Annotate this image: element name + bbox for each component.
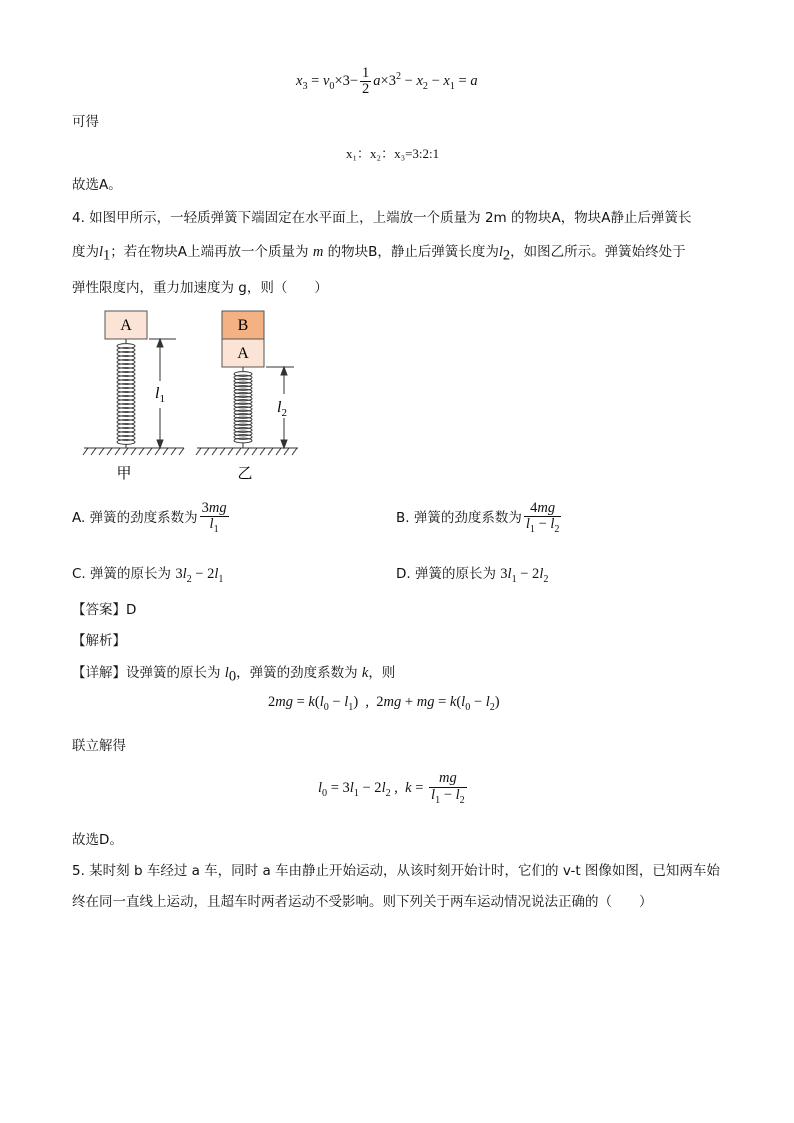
block-b-right-label: B	[237, 317, 249, 334]
ground-right	[196, 448, 298, 455]
detail-tag: 【详解】	[72, 665, 126, 681]
q4-line2: 度为$l_1$；若在物块A上端再放一个质量为 m 的物块B，静止后弹簧长度为$l_2$，如图乙所示。弹簧始终处于	[72, 244, 686, 264]
label-yi: 乙	[237, 464, 253, 482]
detail-line: 【详解】设弹簧的原长为 $l_0$，弹簧的劲度系数为 k，则	[72, 665, 396, 685]
q5-line2: 终在同一直线上运动，且超车时两者运动不受影响。则下列关于两车运动情况说法正确的（ ）	[72, 894, 653, 910]
option-d-text: D. 弹簧的原长为	[396, 566, 496, 582]
q4-line1: 4. 如图甲所示，一轻质弹簧下端固定在水平面上，上端放一个质量为 2m 的物块A，物块A静止后弹簧长	[72, 210, 692, 226]
answer-line	[72, 598, 136, 618]
formula-solution: $l_0 = 3l_1 - 2l_2$ , k = $\frac{mg}{l_1 - l_2}$	[318, 770, 465, 806]
label-l2: $l_2$	[277, 399, 287, 419]
q4-line3: 弹性限度内，重力加速度为 g，则（ ）	[72, 280, 328, 296]
option-b-text: B. 弹簧的劲度系数为	[396, 510, 522, 526]
ground-left	[83, 448, 184, 455]
q4-line2-d: ，如图乙所示。弹簧始终处于	[510, 244, 686, 260]
text-select-d: 故选D。	[72, 832, 123, 848]
q5-line1: 5. 某时刻 b 车经过 a 车，同时 a 车由静止开始运动，从该时刻开始计时，它们的 v-t 图像如图，已知两车始	[72, 863, 720, 879]
label-jia: 甲	[116, 464, 132, 482]
spring-left	[117, 339, 135, 448]
text-lianli: 联立解得	[72, 738, 126, 754]
formula-ratio: x₁：x₂：x₃=3:2:1	[346, 146, 440, 161]
option-b: B. 弹簧的劲度系数为 $\frac{4mg}{l_1 - l_2}$	[396, 499, 560, 535]
detail-text-c: ，则	[368, 665, 396, 681]
option-c: C. 弹簧的原长为 $3l_2 - 2l_1$	[72, 566, 224, 585]
detail-text-a: 设弹簧的原长为	[126, 665, 221, 681]
analysis-tag: 【解析】	[72, 633, 126, 649]
label-l1: $l_1$	[155, 385, 165, 405]
option-d: D. 弹簧的原长为 $3l_1 - 2l_2$	[396, 566, 549, 585]
spring-right	[234, 367, 252, 448]
block-a-left-label: A	[120, 317, 132, 334]
block-a-right-label: A	[237, 345, 249, 362]
option-c-text: C. 弹簧的原长为	[72, 566, 172, 582]
formula-x3: $x_3 = v_0\times 3-$ $\frac{1}{2}$ $a\times 3^2 - x_2 - x_1 = a$	[296, 65, 478, 98]
q4-line2-b: ；若在物块A上端再放一个质量为	[110, 244, 309, 260]
option-a: A. 弹簧的劲度系数为 $\frac{3mg}{l_1}$	[72, 499, 227, 535]
q4-line2-a: 度为	[72, 244, 99, 260]
detail-text-b: ，弹簧的劲度系数为	[236, 665, 358, 681]
text-select-a: 故选A。	[72, 177, 122, 193]
spring-figure	[76, 308, 316, 483]
answer-value: D	[126, 602, 137, 618]
formula-equilibrium: $2mg = k(l_0 - l_1)$ , 2mg + mg = $k(l_0 - l_2)$	[268, 694, 500, 713]
answer-tag: 【答案】	[72, 602, 126, 618]
text-kede: 可得	[72, 114, 99, 130]
q4-line2-c: 的物块B，静止后弹簧长度为	[327, 244, 499, 260]
option-a-text: A. 弹簧的劲度系数为	[72, 510, 198, 526]
